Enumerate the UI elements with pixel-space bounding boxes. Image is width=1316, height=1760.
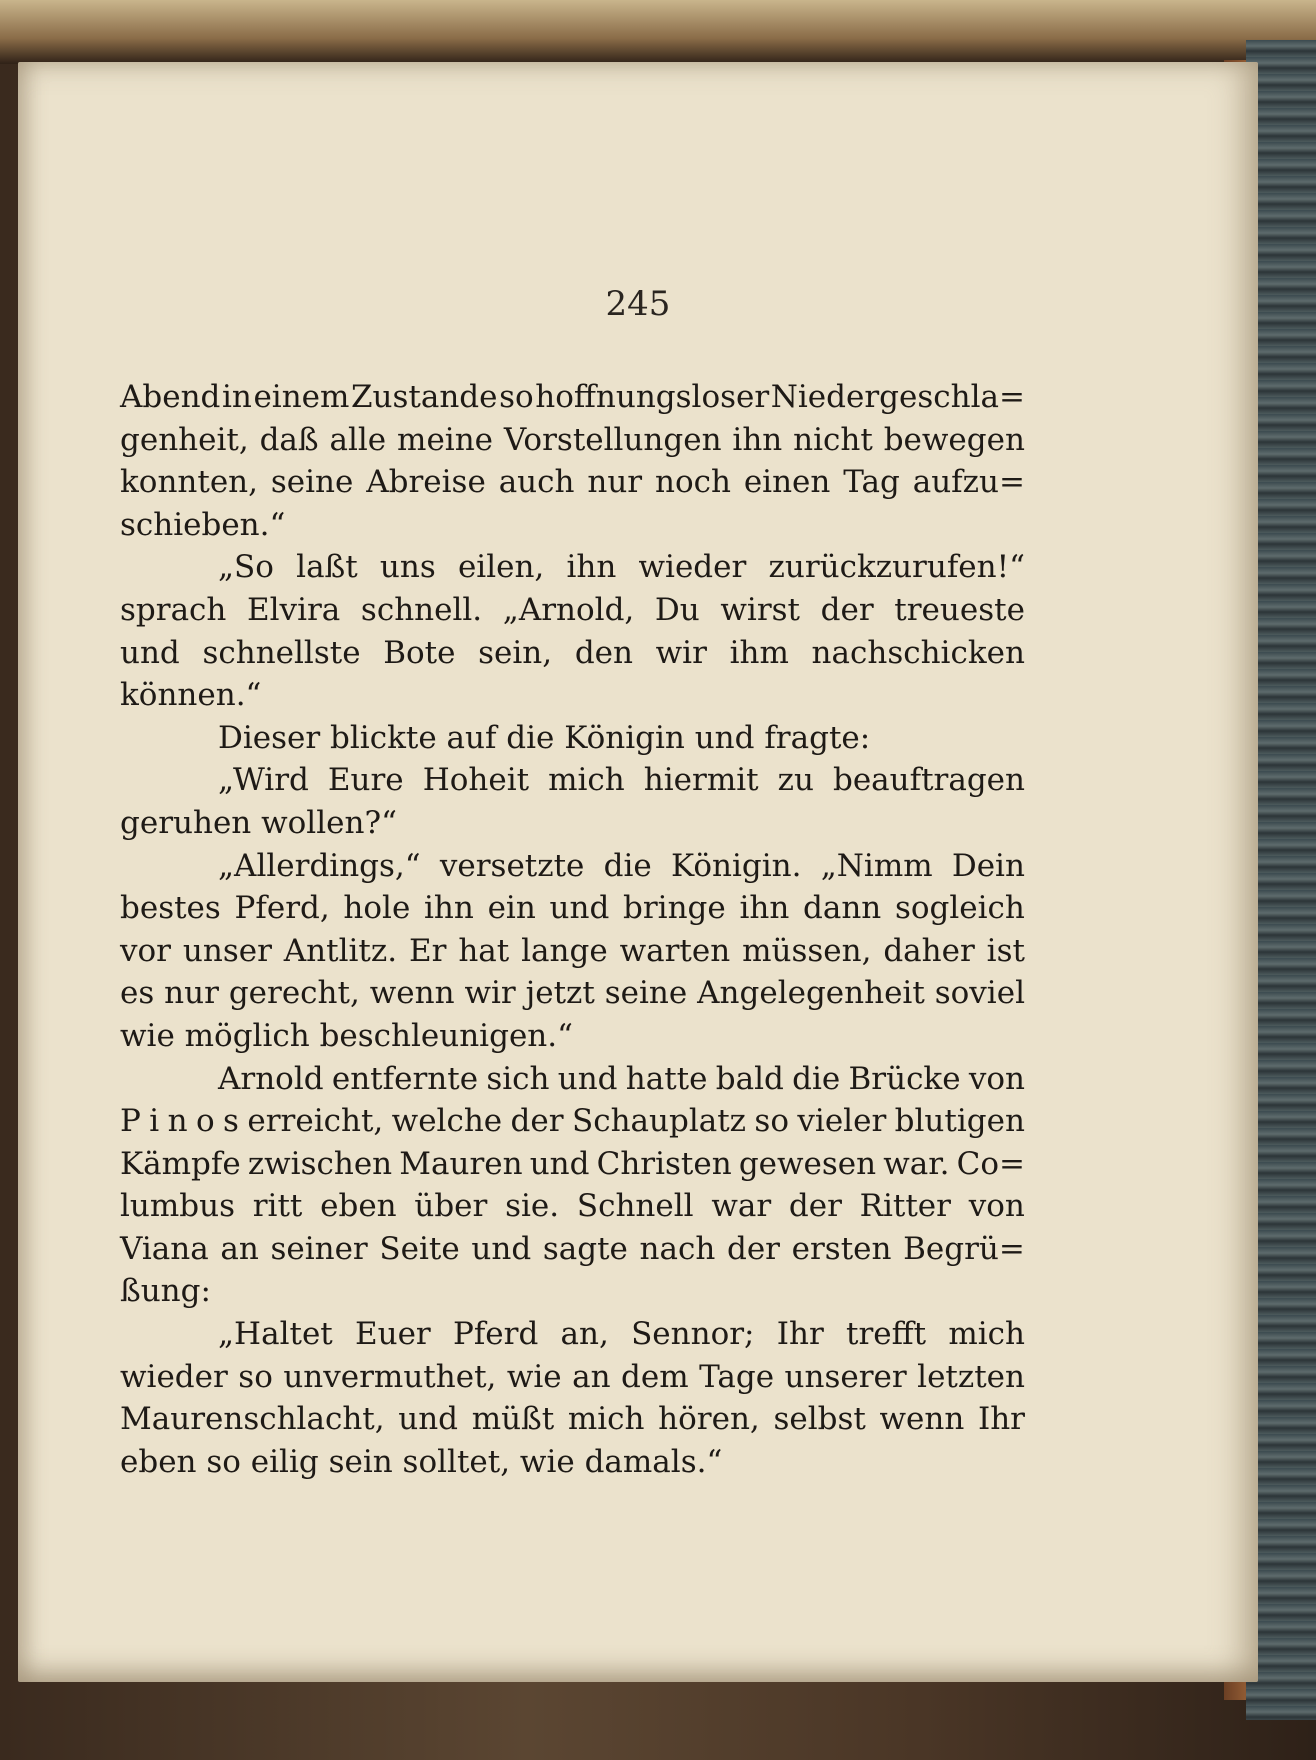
text-line: Dieser blickte auf die Königin und fragte: <box>218 719 871 756</box>
text-line: „So laßt uns eilen, ihn wieder zurückzurufen!“ <box>218 549 1025 586</box>
body-text <box>120 376 1025 1483</box>
text-line: „Wird Eure Hoheit mich hiermit zu beauftragen <box>218 762 1025 799</box>
text-line: wieder so unvermuthet, wie an dem Tage unserer letzten <box>120 1358 1025 1395</box>
cover-top-edge <box>0 0 1316 64</box>
text-line: lumbus ritt eben über sie. Schnell war der Ritter von <box>120 1188 1025 1225</box>
text-line: P i n o s erreicht, welche der Schauplatz so vieler blutigen <box>120 1103 1025 1140</box>
text-line: können.“ <box>120 677 262 714</box>
text-line: Viana an seiner Seite und sagte nach der ersten Begrü= <box>120 1230 1025 1267</box>
text-line: vor unser Antlitz. Er hat lange warten müssen, daher ist <box>120 932 1025 969</box>
text-line: genheit, daß alle meine Vorstellungen ihn nicht bewegen <box>120 421 1025 458</box>
page-number: 245 <box>605 284 671 324</box>
text-line: wie möglich beschleunigen.“ <box>120 1017 573 1054</box>
text-line: bestes Pferd, hole ihn ein und bringe ihn dann sogleich <box>120 890 1025 927</box>
text-line: Arnold entfernte sich und hatte bald die Brücke von <box>218 1060 1025 1097</box>
text-line: sprach Elvira schnell. „Arnold, Du wirst der treueste <box>120 591 1025 628</box>
text-line: konnten, seine Abreise auch nur noch einen Tag aufzu= <box>120 464 1025 501</box>
text-line: und schnellste Bote sein, den wir ihm nachschicken <box>120 634 1025 671</box>
text-line: ßung: <box>120 1273 211 1310</box>
text-line: eben so eilig sein solltet, wie damals.“ <box>120 1443 723 1480</box>
text-line: es nur gerecht, wenn wir jetzt seine Angelegenheit soviel <box>120 975 1025 1012</box>
text-line: Maurenschlacht, und müßt mich hören, selbst wenn Ihr <box>120 1401 1025 1438</box>
text-line: „Haltet Euer Pferd an, Sennor; Ihr trefft mich <box>218 1316 1025 1353</box>
text-line: Abend in einem Zustande so hoffnungsloser Niedergeschla= <box>120 379 1025 415</box>
book-page <box>18 62 1258 1682</box>
text-line: „Allerdings,“ versetzte die Königin. „Nimm Dein <box>218 847 1025 884</box>
text-line: geruhen wollen?“ <box>120 804 397 841</box>
text-line: Kämpfe zwischen Mauren und Christen gewesen war. Co= <box>120 1145 1025 1182</box>
text-line: schieben.“ <box>120 506 286 543</box>
